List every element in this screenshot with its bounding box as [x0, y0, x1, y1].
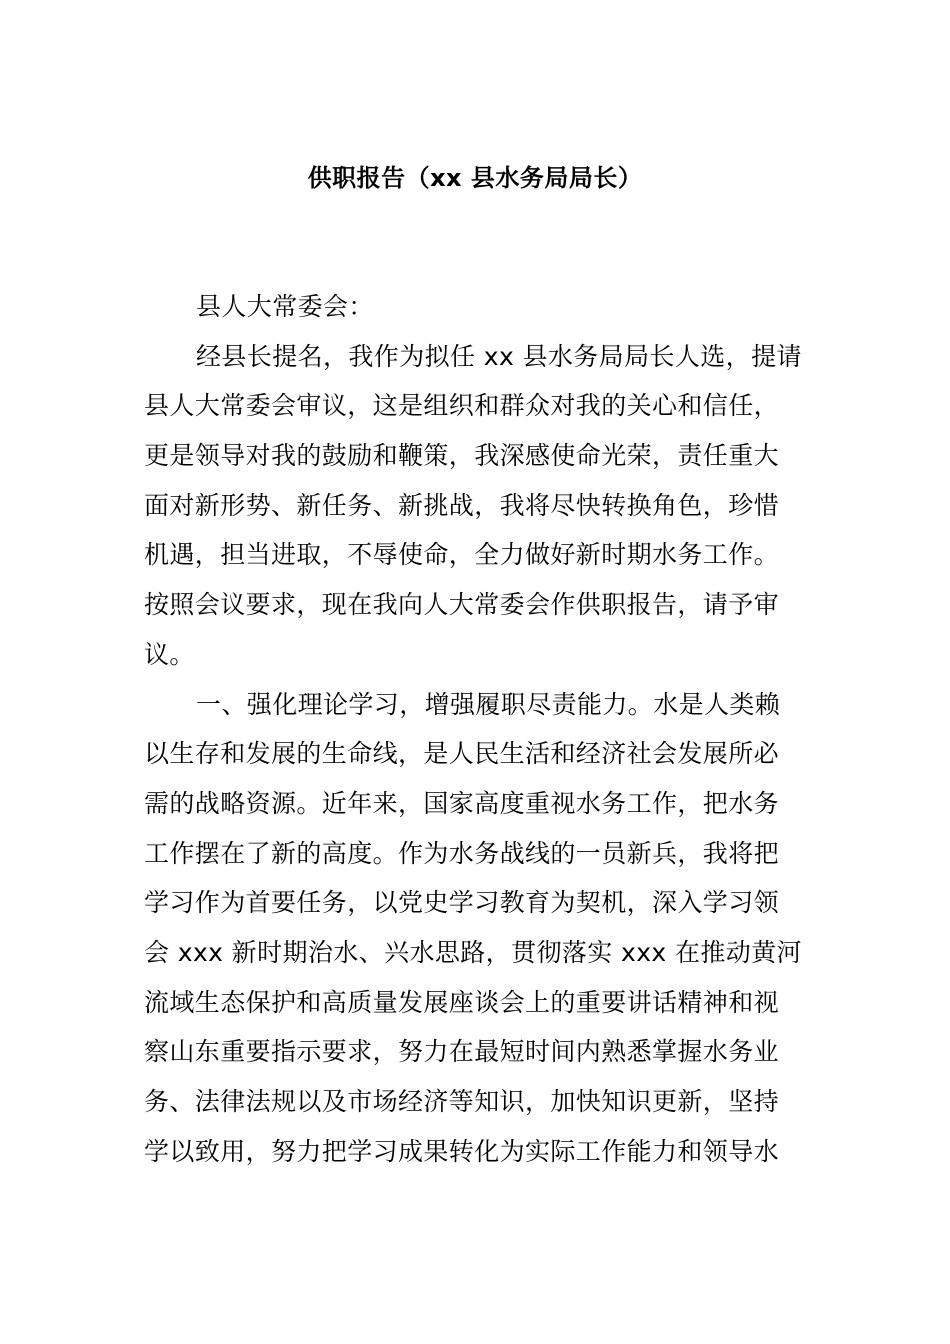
- section-heading-line: 一、强化理论学习，增强履职尽责能力。水是人类赖: [196, 689, 781, 719]
- paragraph-line: 流域生态保护和高质量发展座谈会上的重要讲话精神和视: [144, 987, 780, 1017]
- paragraph-line: 会 xxx 新时期治水、兴水思路，贯彻落实 xxx 在推动黄河: [144, 937, 802, 967]
- paragraph-line: 工作摆在了新的高度。作为水务战线的一员新兵，我将把: [144, 838, 780, 868]
- paragraph-line: 务、法律法规以及市场经济等知识，加快知识更新，坚持: [144, 1087, 780, 1116]
- paragraph-line: 需的战略资源。近年来，国家高度重视水务工作，把水务: [144, 788, 780, 818]
- paragraph-line: 察山东重要指示要求，努力在最短时间内熟悉掌握水务业: [144, 1037, 780, 1067]
- paragraph-line: 议。: [144, 639, 195, 669]
- paragraph-line: 学习作为首要任务，以党史学习教育为契机，深入学习领: [144, 888, 780, 918]
- paragraph-line: 以生存和发展的生命线，是人民生活和经济社会发展所必: [144, 739, 780, 769]
- paragraph-line: 学以致用，努力把学习成果转化为实际工作能力和领导水: [144, 1136, 780, 1166]
- paragraph-line: 更是领导对我的鼓励和鞭策，我深感使命光荣，责任重大: [144, 441, 780, 471]
- paragraph-line: 按照会议要求，现在我向人大常委会作供职报告，请予审: [144, 590, 780, 620]
- paragraph-line: 县人大常委会审议，这是组织和群众对我的关心和信任，: [144, 391, 780, 421]
- paragraph-line: 经县长提名，我作为拟任 xx 县水务局局长人选，提请: [196, 341, 802, 371]
- paragraph-line: 面对新形势、新任务、新挑战，我将尽快转换角色，珍惜: [144, 490, 780, 520]
- document-title: 供职报告（xx 县水务局局长）: [307, 164, 643, 192]
- salutation-line: 县人大常委会：: [196, 292, 374, 321]
- document-body: [144, 282, 808, 1176]
- paragraph-line: 机遇，担当进取，不辱使命，全力做好新时期水务工作。: [144, 540, 780, 570]
